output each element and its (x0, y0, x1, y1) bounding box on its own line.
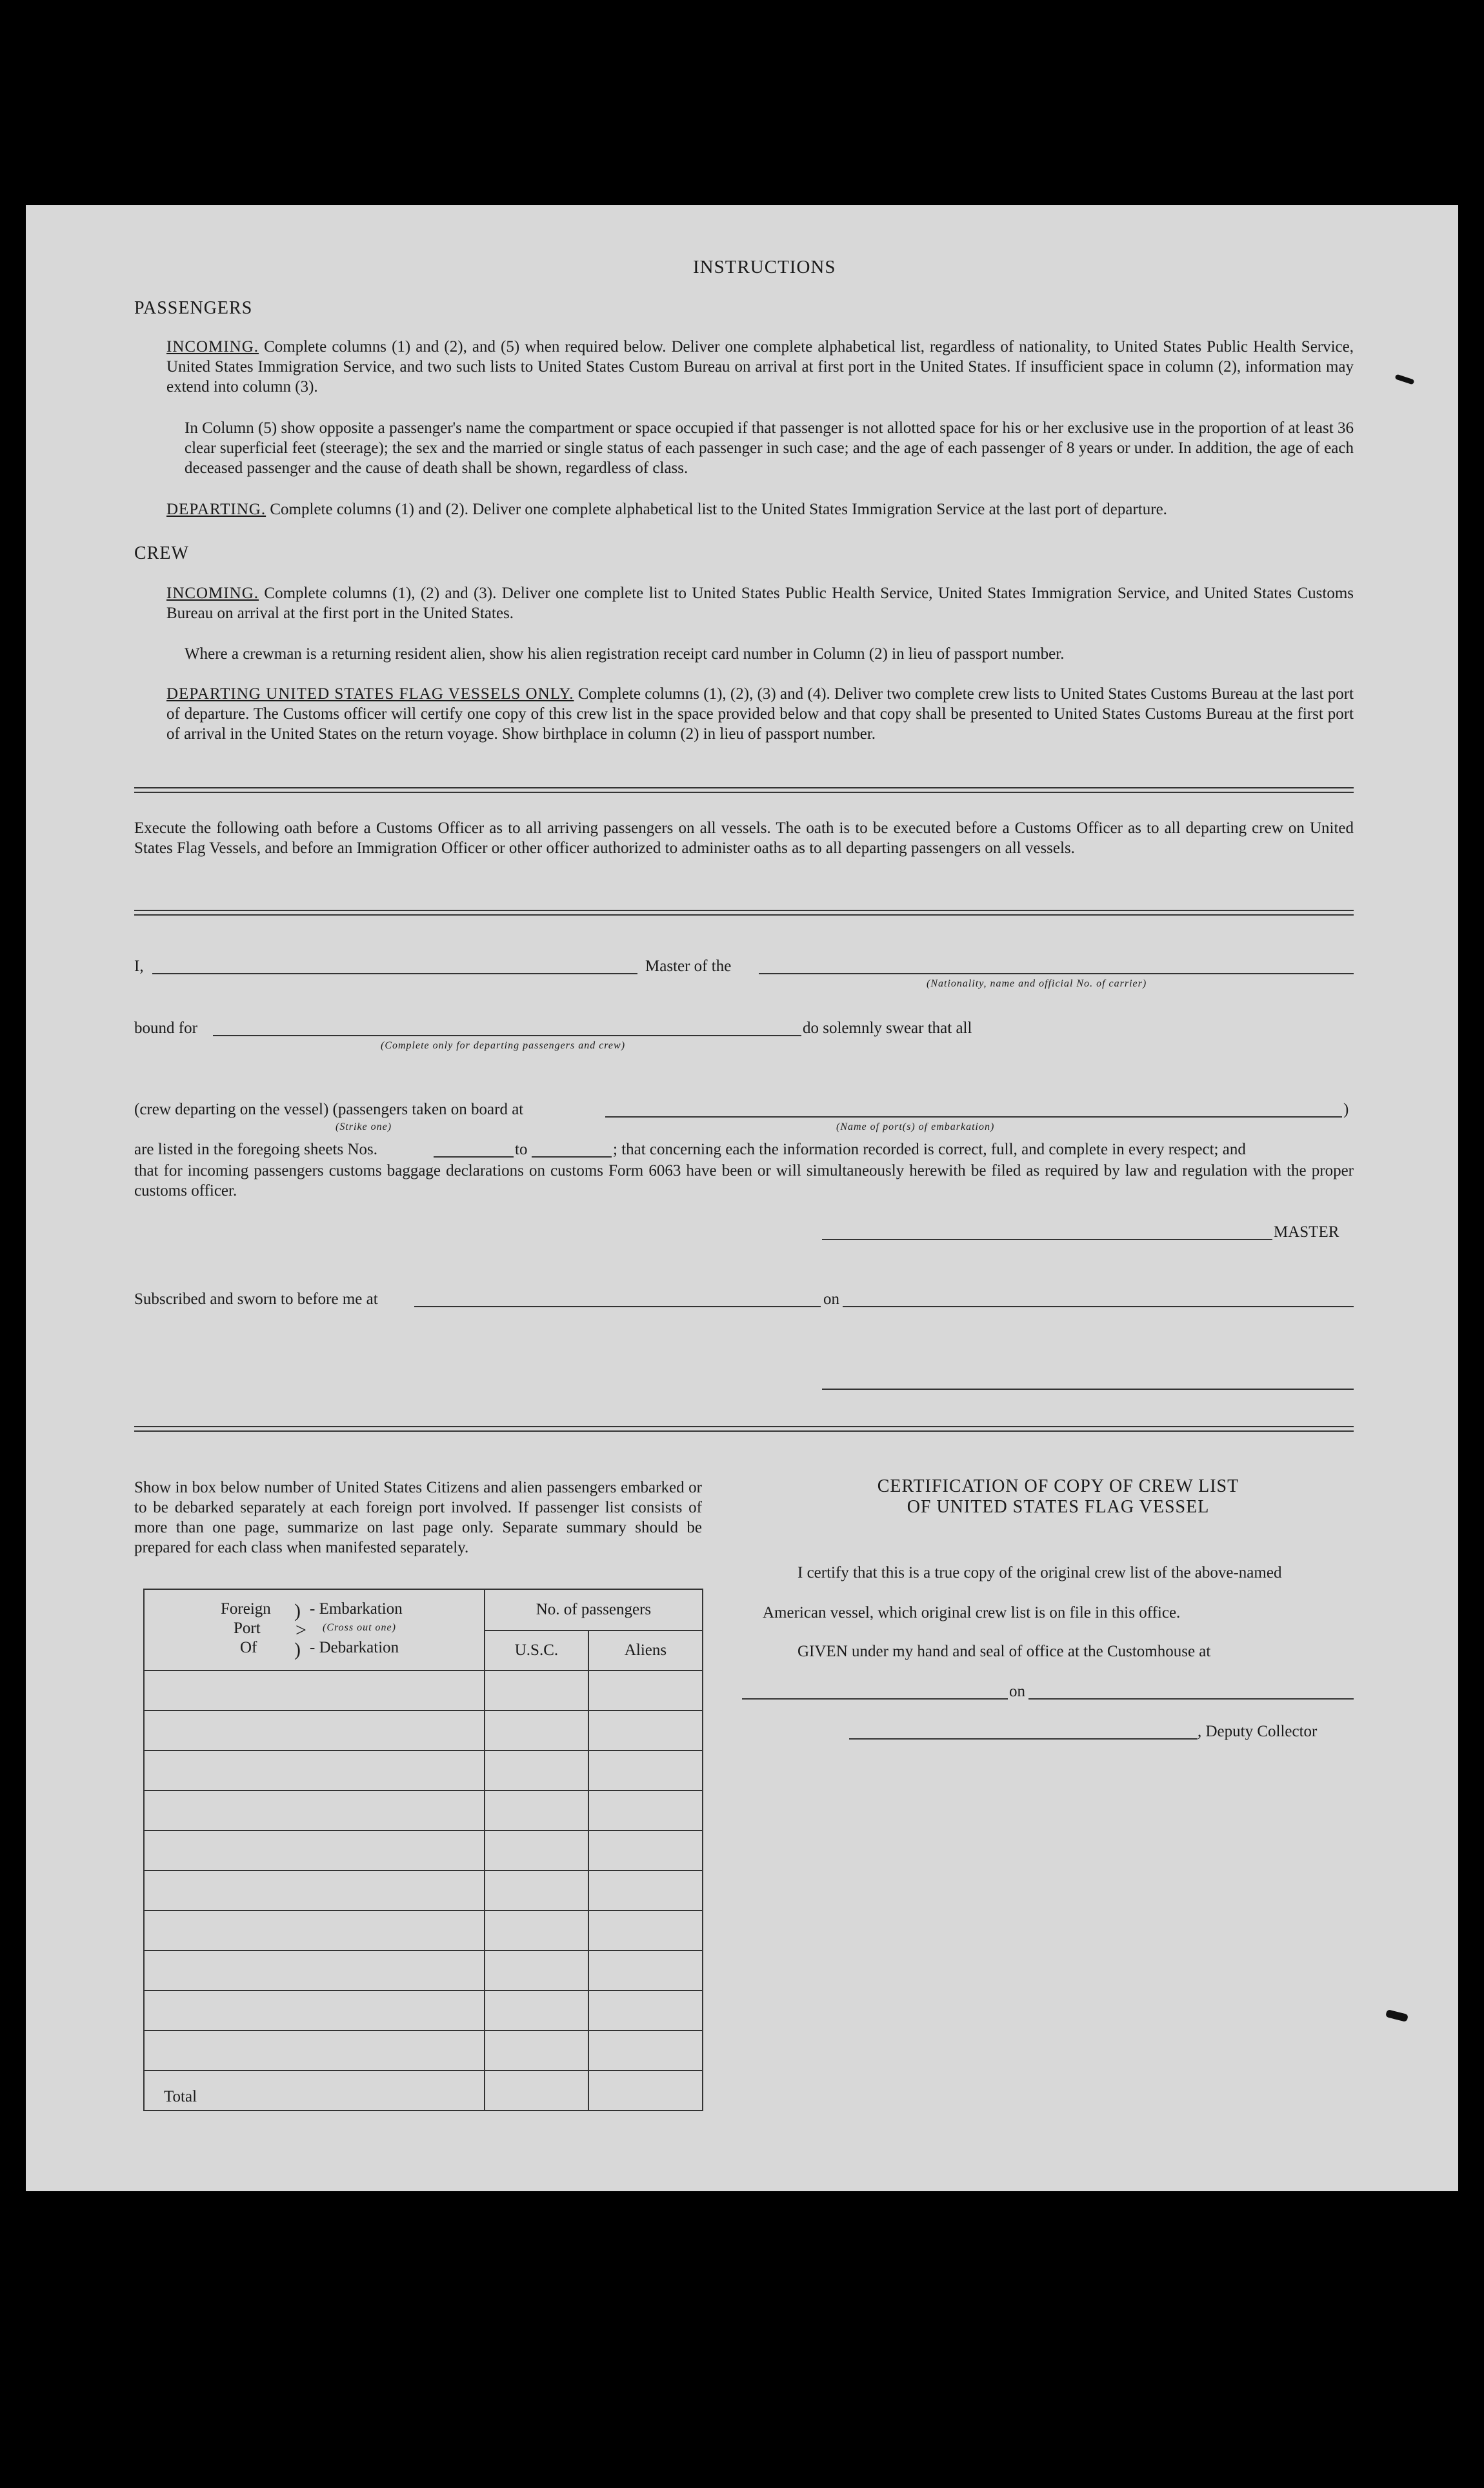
certification-title-line-1: CERTIFICATION OF COPY OF CREW LIST (877, 1476, 1239, 1496)
sheet-from-field[interactable] (434, 1156, 514, 1158)
table-row[interactable] (144, 1791, 485, 1831)
sworn-on-field[interactable] (843, 1306, 1354, 1307)
crew-departing-label: DEPARTING UNITED STATES FLAG VESSELS ONLY. (166, 685, 574, 703)
bound-for-label: bound for (134, 1019, 197, 1037)
usc-cell[interactable] (485, 1710, 588, 1751)
crew-resident-paragraph: Where a crewman is a returning resident alien, show his alien registration receipt card number in Column (2) in lieu of passport number. (185, 645, 1065, 663)
crew-heading: CREW (134, 543, 189, 563)
passengers-incoming-label: INCOMING. (166, 338, 259, 356)
usc-cell[interactable] (485, 1991, 588, 2031)
brace-bottom: ) (294, 1639, 301, 1660)
embarkation-label: - Embarkation (310, 1600, 403, 1618)
certification-title (813, 1476, 1303, 1518)
aliens-cell[interactable] (588, 1871, 703, 1911)
instructions-title: INSTRUCTIONS (693, 257, 836, 277)
brace-top: ) (294, 1600, 301, 1621)
sheet-to-field[interactable] (532, 1156, 612, 1158)
divider-3 (134, 1426, 1354, 1432)
master-of-label: Master of the (645, 958, 732, 975)
sworn-at-field[interactable] (414, 1306, 821, 1307)
table-row[interactable] (144, 1911, 485, 1951)
aliens-cell[interactable] (588, 1831, 703, 1871)
passengers-column5-paragraph: In Column (5) show opposite a passenger's name the compartment or space occupied if that passenger is not allotted space for his or her exclusive use in the proportion of at least 36 clear superficial feet (steerage); the sex and the married or single status of each passenger in such case; and the age of each passenger of 8 years or under. In addition, the age of each deceased passenger and the cause of death shall be shown, regardless of class. (185, 419, 1354, 477)
passengers-departing-paragraph (166, 499, 1360, 519)
customhouse-field[interactable] (742, 1698, 1008, 1700)
certification-on-label: on (1009, 1683, 1025, 1700)
crew-incoming-label: INCOMING. (166, 585, 259, 602)
listed-paragraph: that for incoming passengers customs baggage declarations on customs Form 6063 have been or will simultaneously herewith be filed as required by law and regulation with the proper customs officer. (134, 1162, 1354, 1199)
master-name-field[interactable] (152, 973, 637, 974)
master-signature-field[interactable] (822, 1239, 1272, 1240)
deputy-collector-label: , Deputy Collector (1198, 1723, 1318, 1740)
aliens-header: Aliens (588, 1630, 703, 1670)
usc-cell[interactable] (485, 1831, 588, 1871)
aliens-cell[interactable] (588, 1670, 703, 1710)
summary-instructions: Show in box below number of United States Citizens and alien passengers embarked or to be debarked separately at each foreign port involved. If passenger list consists of more than one page, summarize on last page only. Separate summary should be prepared for each class when manifested separately. (134, 1479, 702, 1556)
brace-mid: > (296, 1620, 306, 1641)
divider-2 (134, 910, 1354, 916)
passengers-incoming-paragraph (166, 337, 1354, 397)
carrier-hint: (Nationality, name and official No. of carrier) (927, 978, 1147, 989)
certification-date-field[interactable] (1028, 1698, 1354, 1700)
cross-out-hint: (Cross out one) (323, 1622, 396, 1633)
no-passengers-header: No. of passengers (485, 1589, 703, 1630)
embarkation-port-field[interactable] (605, 1116, 1342, 1118)
foreign-label: Foreign (221, 1600, 271, 1618)
certify-line-2: American vessel, which original crew list is on file in this office. (763, 1604, 1181, 1621)
certify-line-1: I certify that this is a true copy of the original crew list of the above-named (797, 1564, 1282, 1581)
given-line: GIVEN under my hand and seal of office at the Customhouse at (797, 1643, 1211, 1660)
oath-i-label: I, (134, 958, 144, 975)
strike-hint: (Strike one) (336, 1121, 392, 1132)
aliens-cell[interactable] (588, 1991, 703, 2031)
port-label: Port (234, 1620, 261, 1637)
sworn-on-label: on (823, 1290, 839, 1308)
table-row[interactable] (144, 1871, 485, 1911)
of-label: Of (240, 1639, 257, 1656)
close-paren: ) (1343, 1101, 1349, 1118)
table-row[interactable] (144, 1991, 485, 2031)
crew-departing-label: (crew departing on the vessel) (passengers taken on board at (134, 1101, 524, 1118)
table-row[interactable] (144, 1710, 485, 1751)
table-row[interactable] (144, 2031, 485, 2071)
oath-intro: Execute the following oath before a Customs Officer as to all arriving passengers on all vessels. The oath is to be executed before a Customs Officer as to all departing crew on United States Flag Vessels, and before an Immigration Officer or other officer authorized to administer oaths as to all departing passengers on all vessels. (134, 819, 1354, 857)
usc-cell[interactable] (485, 1911, 588, 1951)
table-row[interactable] (144, 1670, 485, 1710)
total-usc-cell[interactable] (485, 2071, 588, 2111)
listed-to-label: to (515, 1141, 528, 1158)
master-label: MASTER (1274, 1223, 1339, 1241)
aliens-cell[interactable] (588, 1710, 703, 1751)
crew-departing-text: Complete columns (1), (2), (3) and (4). Deliver two complete crew lists to United States Customs Bureau at the last port of departure. The Customs officer will certify one copy of this crew list in the space provided below and that copy shall be presented to United States Customs Bureau at the first port of arrival in the United States on the return voyage. Show birthplace in column (2) in lieu of passport number. (166, 685, 1354, 743)
total-label: Total (144, 2071, 485, 2111)
table-row[interactable] (144, 1751, 485, 1791)
listed-continuation: ; that concerning each the information recorded is correct, full, and complete in every respect; and (613, 1141, 1246, 1158)
port-hint: (Name of port(s) of embarkation) (836, 1121, 995, 1132)
aliens-cell[interactable] (588, 1791, 703, 1831)
debarkation-label: - Debarkation (310, 1639, 399, 1656)
usc-cell[interactable] (485, 1871, 588, 1911)
crew-incoming-text: Complete columns (1), (2) and (3). Deliver one complete list to United States Public Health Service, United States Immigration Service, and United States Customs Bureau on arrival at the first port in the United States. (166, 585, 1354, 622)
foreign-port-header (144, 1589, 485, 1670)
table-row[interactable] (144, 1831, 485, 1871)
crew-incoming-paragraph (166, 583, 1354, 623)
passengers-heading: PASSENGERS (134, 298, 253, 318)
usc-header: U.S.C. (485, 1630, 588, 1670)
usc-cell[interactable] (485, 1791, 588, 1831)
deputy-signature-field[interactable] (849, 1738, 1198, 1740)
swear-label: do solemnly swear that all (803, 1019, 972, 1037)
table-row[interactable] (144, 1951, 485, 1991)
passengers-departing-text: Complete columns (1) and (2). Deliver one complete alphabetical list to the United States Immigration Service at the last port of departure. (266, 501, 1167, 518)
usc-cell[interactable] (485, 1670, 588, 1710)
usc-cell[interactable] (485, 1951, 588, 1991)
certification-title-line-2: OF UNITED STATES FLAG VESSEL (907, 1497, 1210, 1517)
officer-signature-field[interactable] (822, 1389, 1354, 1390)
aliens-cell[interactable] (588, 1951, 703, 1991)
passengers-departing-label: DEPARTING. (166, 501, 266, 518)
divider-1 (134, 787, 1354, 793)
bound-hint: (Complete only for departing passengers and crew) (381, 1040, 626, 1051)
subscribed-label: Subscribed and sworn to before me at (134, 1290, 378, 1308)
crew-departing-paragraph (166, 684, 1354, 744)
carrier-field[interactable] (759, 973, 1354, 974)
usc-cell[interactable] (485, 1751, 588, 1791)
aliens-cell[interactable] (588, 1751, 703, 1791)
passenger-summary-table (143, 1589, 703, 2111)
aliens-cell[interactable] (588, 1911, 703, 1951)
usc-cell[interactable] (485, 2031, 588, 2071)
bound-for-field[interactable] (213, 1035, 801, 1036)
passengers-incoming-text: Complete columns (1) and (2), and (5) when required below. Deliver one complete alphabetical list, regardless of nationality, to United States Public Health Service, United States Immigration Service, and two such lists to United States Custom Bureau on arrival at first port in the United States. If insufficient space in column (2), information may extend into column (3). (166, 338, 1354, 396)
aliens-cell[interactable] (588, 2031, 703, 2071)
total-aliens-cell[interactable] (588, 2071, 703, 2111)
listed-label: are listed in the foregoing sheets Nos. (134, 1141, 377, 1158)
